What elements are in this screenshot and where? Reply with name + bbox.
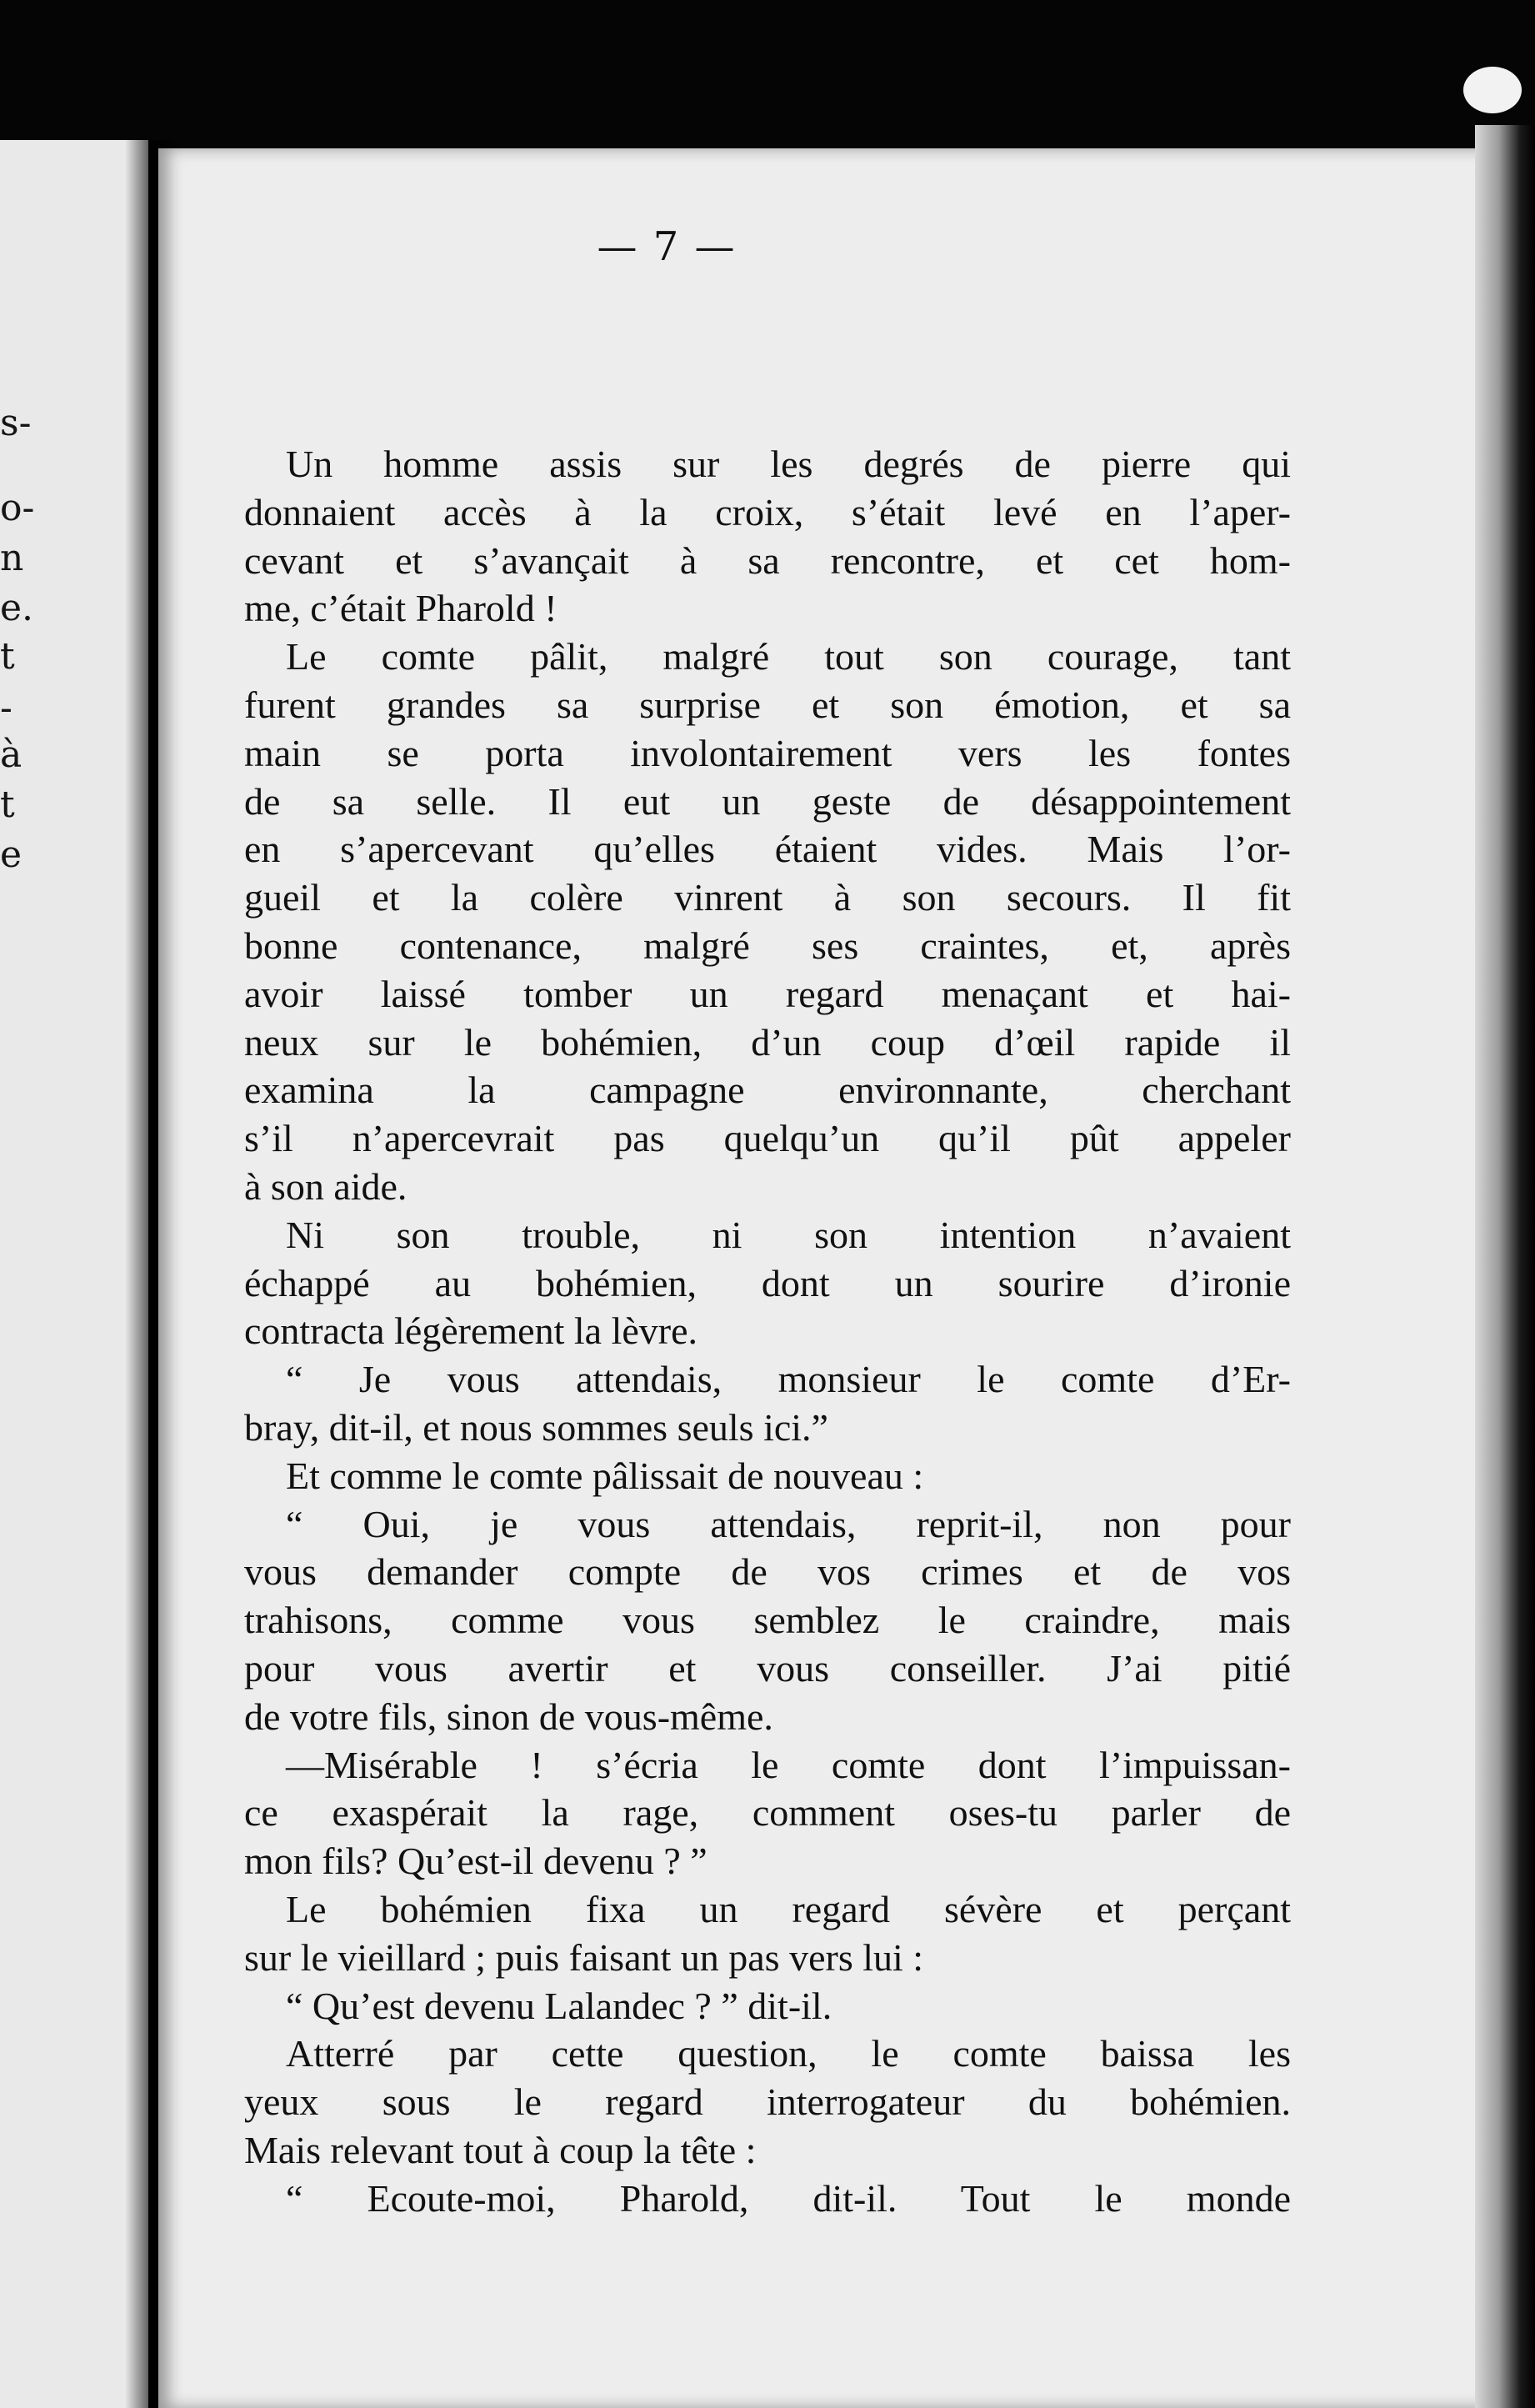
text-line: —Misérable ! s’écria le comte dont l’impuissan- [286,1743,1291,1786]
previous-page-fragment: o- [0,487,35,529]
text-line: Atterré par cette question, le comte baissa les [286,2032,1291,2075]
text-line: avoir laissé tomber un regard menaçant et hai- [244,972,1291,1015]
text-line: mon fils? Qu’est-il devenu ? ” [244,1840,708,1883]
previous-page-fragment: n [0,537,24,579]
text-line: pour vous avertir et vous conseiller. J’ai pitié [244,1646,1291,1690]
previous-page-fragment: t [0,635,15,678]
text-line: Un homme assis sur les degrés de pierre qui [286,443,1291,485]
text-line: contracta légèrement la lèvre. [244,1309,698,1353]
text-line: “ Ecoute-moi, Pharold, dit-il. Tout le monde [286,2176,1291,2220]
text-line: Ni son trouble, ni son intention n’avaient [286,1213,1291,1256]
text-line: cevant et s’avançait à sa rencontre, et cet hom- [244,538,1291,582]
text-line: trahisons, comme vous semblez le craindre, mais [244,1599,1291,1642]
text-line: Et comme le comte pâlissait de nouveau : [286,1454,924,1497]
text-line: yeux sous le regard interrogateur du bohémien. [244,2080,1291,2124]
text-line: de votre fils, sinon de vous-même. [244,1695,773,1738]
text-line: à son aide. [244,1164,408,1208]
text-line: “ Qu’est devenu Lalandec ? ” dit-il. [286,1984,832,2027]
text-line: neux sur le bohémien, d’un coup d’œil rapide il [244,1020,1291,1064]
text-line: bonne contenance, malgré ses craintes, et, après [244,924,1291,967]
text-line: Le comte pâlit, malgré tout son courage, tant [286,635,1291,678]
previous-page-fragment: e. [0,587,34,629]
text-line: vous demander compte de vos crimes et de vos [244,1550,1291,1594]
previous-page-fragment: e [0,834,22,876]
previous-page-fragment: à [0,733,22,776]
text-line: sur le vieillard ; puis faisant un pas vers lui : [244,1935,924,1979]
text-line: échappé au bohémien, dont un sourire d’ironie [244,1261,1291,1304]
text-line: ce exaspérait la rage, comment oses-tu parler de [244,1791,1291,1835]
text-line: furent grandes sa surprise et son émotion, et sa [244,683,1291,726]
text-line: donnaient accès à la croix, s’était levé en l’aper- [244,490,1291,533]
text-line: “ Je vous attendais, monsieur le comte d’Er- [286,1358,1291,1401]
text-line: examina la campagne environnante, cherchant [244,1069,1291,1112]
text-line: bray, dit-il, et nous sommes seuls ici.” [244,1405,828,1449]
text-line: me, c’était Pharold ! [244,587,558,630]
scan-corner-spot [1463,67,1522,113]
previous-page-fragment: t [0,783,15,826]
text-line: en s’apercevant qu’elles étaient vides. Mais l’or- [244,828,1291,871]
text-line: s’il n’apercevrait pas quelqu’un qu’il pût appeler [244,1117,1291,1160]
text-line: main se porta involontairement vers les fontes [244,731,1291,774]
text-line: de sa selle. Il eut un geste de désappointement [244,779,1291,823]
text-line: gueil et la colère vinrent à son secours. Il fit [244,876,1291,919]
text-line: Le bohémien fixa un regard sévère et perçant [286,1887,1291,1930]
page-number: — 7 — [597,223,737,270]
text-line: Mais relevant tout à coup la tête : [244,2128,757,2171]
page-right-edge [1475,125,1535,2408]
text-line: “ Oui, je vous attendais, reprit-il, non pour [286,1502,1291,1545]
previous-page-fragment: s- [0,402,32,444]
previous-page-fragment: - [0,687,12,729]
page-body-text [244,440,1291,2222]
